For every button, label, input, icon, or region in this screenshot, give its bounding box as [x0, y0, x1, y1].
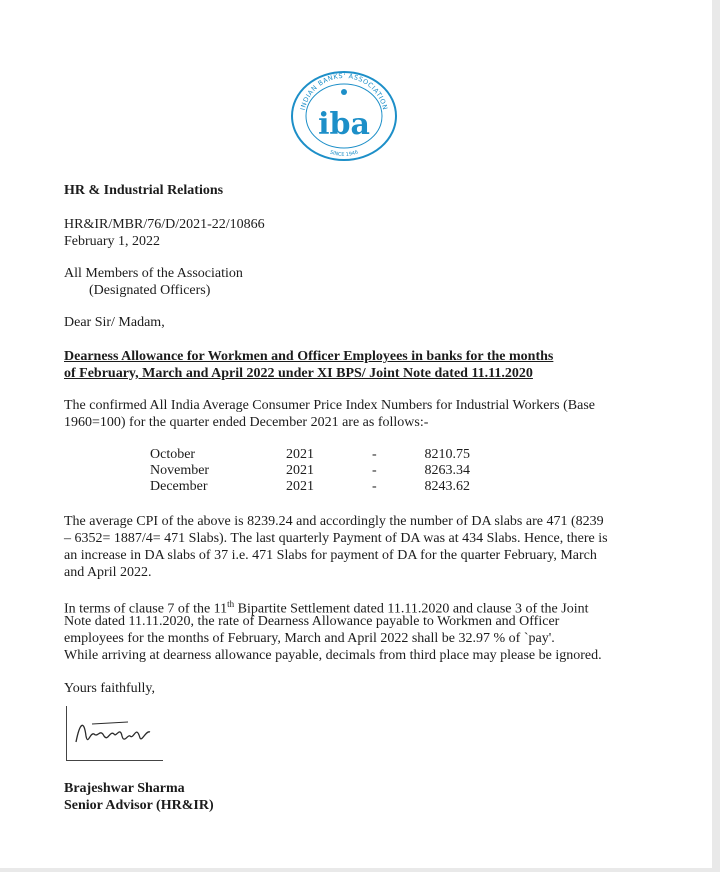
- logo-ring-text: INDIAN BANKS' ASSOCIATION: [298, 71, 390, 111]
- cpi-row: [150, 463, 490, 480]
- cpi-separator: -: [372, 479, 377, 494]
- iba-logo: [288, 68, 400, 164]
- clause-line-1-pre: In terms of clause 7 of the 11: [64, 601, 228, 617]
- subject-line-1: Dearness Allowance for Workmen and Officer Employees in banks for the months: [64, 349, 554, 364]
- clause-line-3: employees for the months of February, March and April 2022 shall be 32.97 % of `pay'.: [64, 631, 555, 646]
- cpi-value: 8263.34: [424, 463, 470, 478]
- clause-line-1-post: Bipartite Settlement dated 11.11.2020 and clause 3 of the Joint: [234, 601, 589, 617]
- letter-date: February 1, 2022: [64, 234, 161, 249]
- department-heading: HR & Industrial Relations: [64, 183, 224, 198]
- clause-line-4: While arriving at dearness allowance payable, decimals from third place may please be ignored.: [64, 648, 602, 663]
- cpi-separator: -: [372, 463, 377, 478]
- cpi-month: October: [150, 447, 196, 462]
- subject-line-2: of February, March and April 2022 under XI BPS/ Joint Note dated 11.11.2020: [64, 366, 533, 381]
- clause-line-2: Note dated 11.11.2020, the rate of Dearness Allowance payable to Workmen and Officer: [64, 614, 560, 629]
- salutation: Dear Sir/ Madam,: [64, 315, 165, 330]
- cpi-row: [150, 479, 490, 496]
- average-line-2: – 6352= 1887/4= 471 Slabs). The last quarterly Payment of DA was at 434 Slabs. Hence, there is: [64, 531, 608, 546]
- cpi-separator: -: [372, 447, 377, 462]
- recipient-line: All Members of the Association: [64, 266, 243, 281]
- cpi-year: 2021: [286, 479, 314, 494]
- average-line-1: The average CPI of the above is 8239.24 and accordingly the number of DA slabs are 471 (8239: [64, 514, 604, 529]
- recipient-designation: (Designated Officers): [89, 283, 211, 298]
- ordinal-suffix: th: [227, 599, 235, 609]
- signatory-name: Brajeshwar Sharma: [64, 781, 185, 796]
- cpi-year: 2021: [286, 463, 314, 478]
- cpi-year: 2021: [286, 447, 314, 462]
- cpi-month: December: [150, 479, 208, 494]
- cpi-month: November: [150, 463, 210, 478]
- signatory-title: Senior Advisor (HR&IR): [64, 798, 214, 813]
- intro-line-2: 1960=100) for the quarter ended December 2021 are as follows:-: [64, 415, 429, 430]
- average-line-4: and April 2022.: [64, 565, 152, 580]
- cpi-value: 8210.75: [424, 447, 470, 462]
- cpi-value: 8243.62: [424, 479, 470, 494]
- logo-since-text: SINCE 1946: [328, 149, 360, 159]
- signature: [70, 712, 160, 752]
- closing: Yours faithfully,: [64, 681, 156, 696]
- average-line-3: an increase in DA slabs of 37 i.e. 471 Slabs for payment of DA for the quarter February, March: [64, 548, 597, 563]
- cpi-row: [150, 447, 490, 464]
- intro-line-1: The confirmed All India Average Consumer Price Index Numbers for Industrial Workers (Base: [64, 398, 595, 413]
- svg-text:SINCE 1946: [329, 149, 359, 158]
- logo-mark: iba: [318, 107, 370, 142]
- reference-number: HR&IR/MBR/76/D/2021-22/10866: [64, 217, 265, 232]
